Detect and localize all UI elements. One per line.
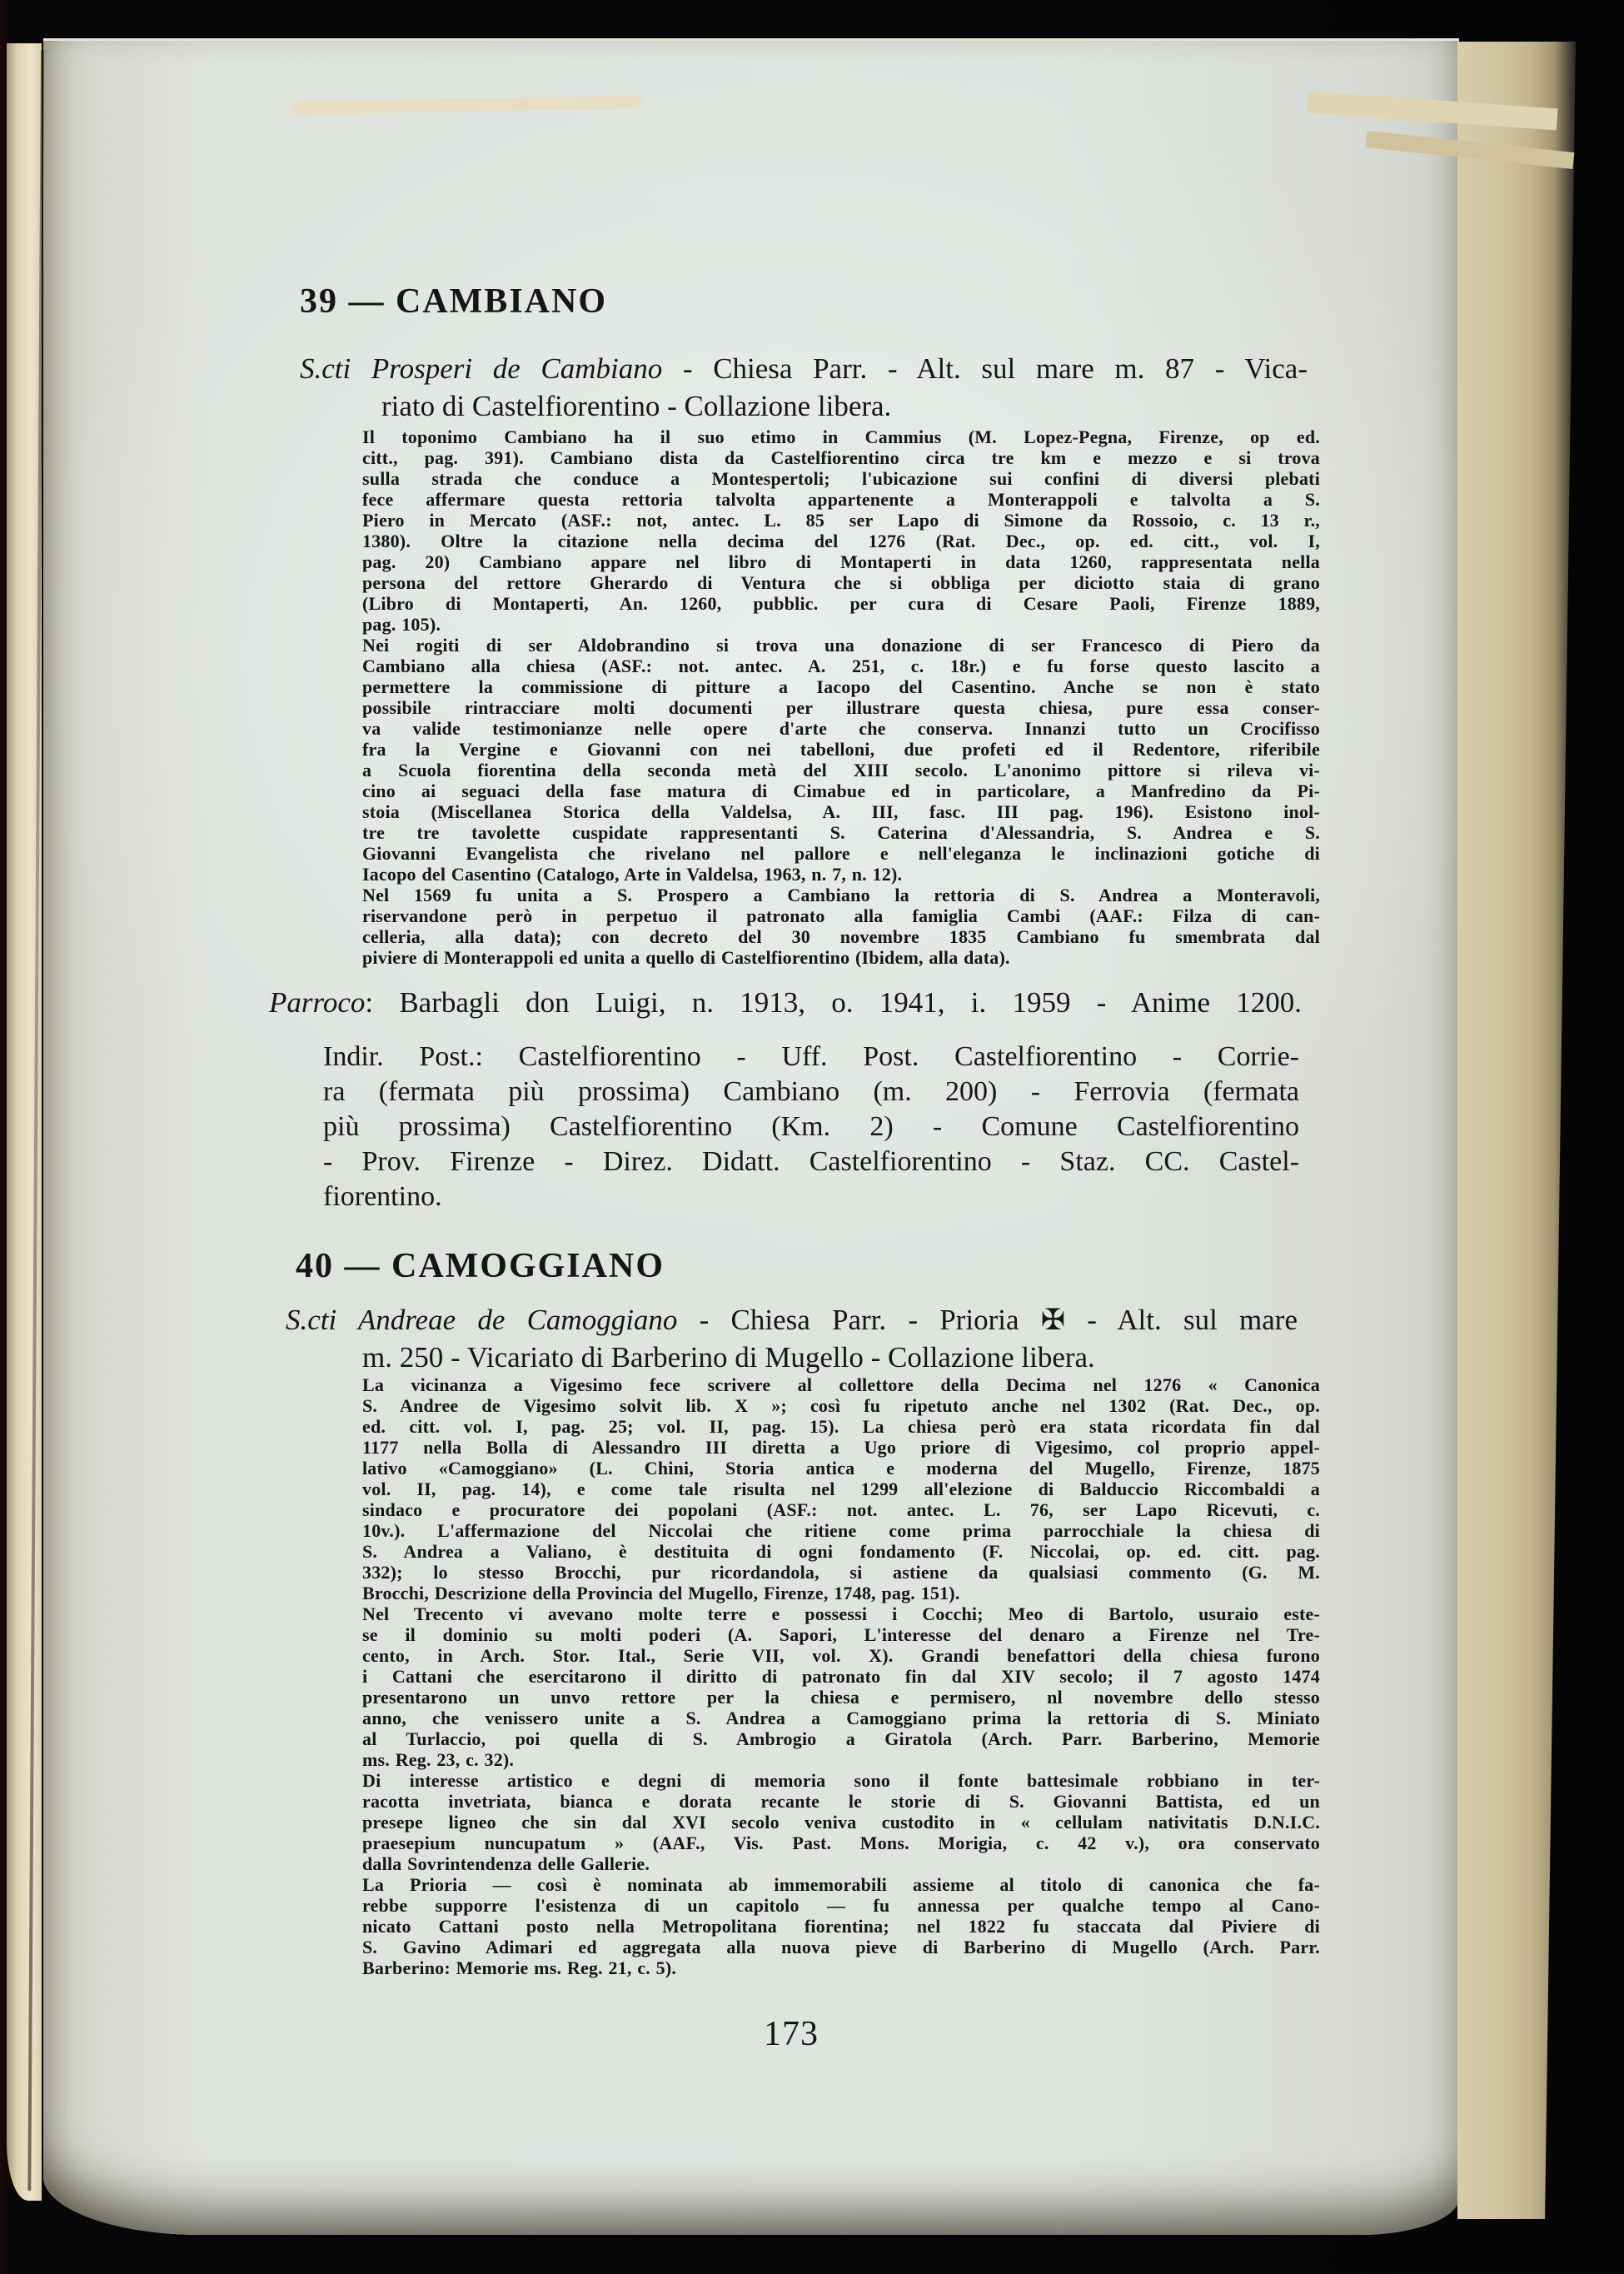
text-line: sulla strada che conduce a Montespertoli; l'ubicazione sui confini di diversi plebati [362,468,1320,489]
text-line: S. Andrea a Valiano, è destituita di ogni fondamento (F. Niccolai, op. ed. citt. pag. [362,1541,1320,1562]
text-line: Giovanni Evangelista che rivelano nel pallore e nell'eleganza le inclinazioni gotiche di [362,843,1320,864]
text-line: S. Andree de Vigesimo solvit lib. X »; così fu ripetuto anche nel 1302 (Rat. Dec., op. [362,1395,1320,1416]
text-line: Barberino: Memorie ms. Reg. 21, c. 5). [362,1957,677,1978]
text-line: Cambiano alla chiesa (ASF.: not. antec. A. 251, c. 18r.) e fu forse questo lascito a [362,656,1320,676]
text-line: sindaco e procuratore dei popolani (ASF.: not. antec. L. 76, ser Lapo Ricevuti, c. [362,1499,1320,1520]
text-line: ed. citt. vol. I, pag. 25; vol. II, pag. 15). La chiesa però era stata ricordata fin dal [362,1416,1320,1437]
text-line: La Prioria — così è nominata ab immemorabili assieme al titolo di canonica che fa- [362,1874,1320,1895]
text-line: 1177 nella Bolla di Alessandro III diretta a Ugo priore di Vigesimo, col proprio appel- [362,1437,1320,1458]
text-line: nicato Cattani posto nella Metropolitana fiorentina; nel 1822 fu staccata dal Piviere di [362,1916,1320,1937]
text-line: pag. 20) Cambiano appare nel libro di Montaperti in data 1260, rappresentata nella [362,551,1320,572]
text-line: racotta invetriata, bianca e dorata recante le storie di S. Giovanni Battista, ed un [362,1791,1320,1812]
text-line: fiorentino. [323,1181,442,1212]
text-line: Brocchi, Descrizione della Provincia del Mugello, Firenze, 1748, pag. 151). [362,1583,960,1603]
entry-body-39 [362,426,1320,968]
text-line: a Scuola fiorentina della seconda metà del XIII secolo. L'anonimo pittore si rileva vi- [362,760,1320,780]
text-line: citt., pag. 391). Cambiano dista da Castelfiorentino circa tre km e mezzo e si trova [362,447,1320,468]
text-line: tre tre tavolette cuspidate rappresentanti S. Caterina d'Alessandria, S. Andrea e S. [362,822,1320,843]
page-number: 173 [764,2015,819,2053]
parroco-line [269,985,1302,1021]
text-line: presentarono un unvo rettore per la chiesa e permisero, nl novembre dello stesso [362,1687,1320,1708]
text-line: (Libro di Montaperti, An. 1260, pubblic. per cura di Cesare Paoli, Firenze 1889, [362,593,1320,614]
text-line: cento, in Arch. Stor. Ital., Serie VII, vol. X). Grandi benefattori della chiesa furono [362,1645,1320,1666]
text-line: Piero in Mercato (ASF.: not, antec. L. 85 ser Lapo di Simone da Rossoio, c. 13 r., [362,510,1320,531]
text-line: Nei rogiti di ser Aldobrandino si trova una donazione di ser Francesco di Piero da [362,635,1320,656]
title-rest: - Chiesa Parr. - Alt. sul mare m. 87 - Vica- [662,352,1308,385]
latin-church-name: S.cti Andreae de Camoggiano [286,1304,678,1336]
text-line: Iacopo del Casentino (Catalogo, Arte in Valdelsa, 1963, n. 7, n. 12). [362,864,903,885]
text-line: celleria, alla data); con decreto del 30 novembre 1835 Cambiano fu smembrata dal [362,926,1320,947]
text-line: 10v.). L'affermazione del Niccolai che ritiene come prima parrocchiale la chiesa di [362,1520,1320,1541]
text-line: Indir. Post.: Castelfiorentino - Uff. Post. Castelfiorentino - Corrie- [323,1041,1299,1072]
postal-info-block [323,1040,1299,1214]
text-line: riservandone però in perpetuo il patronato alla famiglia Cambi (AAF.: Filza di can- [362,905,1320,926]
text-line: Nel 1569 fu unita a S. Prospero a Cambiano la rettoria di S. Andrea a Monteravoli, [362,885,1320,905]
title-line: riato di Castelfiorentino - Collazione libera. [381,390,892,422]
title-rest: - Chiesa Parr. - Prioria ✠ - Alt. sul mare [677,1304,1298,1336]
text-line: più prossima) Castelfiorentino (Km. 2) - Comune Castelfiorentino [323,1111,1299,1142]
text-line: La vicinanza a Vigesimo fece scrivere al collettore della Decima nel 1276 « Canonica [362,1374,1320,1395]
text-line: ms. Reg. 23, c. 32). [362,1749,515,1770]
entry-heading-40: 40 — CAMOGGIANO [296,1247,665,1285]
text-line: stoia (Miscellanea Storica della Valdelsa, A. III, fasc. III pag. 196). Esistono inol- [362,801,1320,822]
text-line: praesepium nuncupatum » (AAF., Vis. Past. Mons. Morigia, c. 42 v.), ora conservato [362,1833,1320,1853]
parroco-details: : Barbagli don Luigi, n. 1913, o. 1941, i. 1959 - Anime 1200. [365,986,1302,1019]
text-line: S. Gavino Adimari ed aggregata alla nuova pieve di Barberino di Mugello (Arch. Parr. [362,1937,1320,1957]
title-line: m. 250 - Vicariato di Barberino di Mugello - Collazione libera. [362,1341,1095,1374]
text-line: 1380). Oltre la citazione nella decima del 1276 (Rat. Dec., op. ed. citt., vol. I, [362,531,1320,551]
text-line: rebbe supporre l'esistenza di un capitolo — fu annessa per qualche tempo al Cano- [362,1895,1320,1916]
text-line: i Cattani che esercitarono il diritto di patronato fin dal XIV secolo; il 7 agosto 1474 [362,1666,1320,1687]
text-line: va valide testimonianze nelle opere d'arte che conserva. Innanzi tutto un Crocifisso [362,718,1320,739]
text-line: fece affermare questa rettoria talvolta appartenente a Monterappoli e talvolta a S. [362,489,1320,510]
text-line: se il dominio su molti poderi (A. Sapori, L'interesse del denaro a Firenze nel Tre- [362,1624,1320,1645]
text-line: dalla Sovrintendenza delle Gallerie. [362,1853,650,1874]
text-line: vol. II, pag. 14), e come tale risulta nel 1299 all'elezione di Balduccio Riccombaldi a [362,1479,1320,1499]
text-line: 332); lo stesso Brocchi, pur ricordandola, si astiene da qualsiasi commento (G. M. [362,1562,1320,1583]
title-line [286,1301,1298,1339]
text-line: piviere di Monterappoli ed unita a quello di Castelfiorentino (Ibidem, alla data). [362,947,1010,968]
text-line: Di interesse artistico e degni di memoria sono il fonte battesimale robbiano in ter- [362,1770,1320,1791]
text-line: pag. 105). [362,614,441,635]
entry-heading-39: 39 — CAMBIANO [300,282,607,321]
text-line: persona del rettore Gherardo di Ventura che si obbliga per diciotto staia di grano [362,572,1320,593]
text-line: fra la Vergine e Giovanni con nei tabelloni, due profeti ed il Redentore, riferibile [362,739,1320,760]
text-line: Il toponimo Cambiano ha il suo etimo in Cammius (M. Lopez-Pegna, Firenze, op ed. [362,426,1320,447]
text-line: - Prov. Firenze - Direz. Didatt. Castelfiorentino - Staz. CC. Castel- [323,1146,1299,1177]
entry-title-40 [286,1301,1298,1376]
entry-title-39 [300,350,1308,425]
text-line: presepe ligneo che sin dal XVI secolo veniva custodito in « cellulam nativitatis D.N.I.C. [362,1812,1320,1833]
latin-church-name: S.cti Prosperi de Cambiano [300,352,663,385]
text-line: permettere la commissione di pitture a Iacopo del Casentino. Anche se non è stato [362,676,1320,697]
text-line: lativo «Camoggiano» (L. Chini, Storia antica e moderna del Mugello, Firenze, 1875 [362,1458,1320,1479]
text-line: possibile rintracciare molti documenti per illustrare questa chiesa, pure essa conser- [362,697,1320,718]
text-line: cino ai seguaci della fase matura di Cimabue ed in particolare, a Manfredino da Pi- [362,780,1320,801]
text-line: anno, che venissero unite a S. Andrea a Camoggiano prima la rettoria di S. Miniato [362,1708,1320,1728]
parroco-label: Parroco [269,986,366,1019]
title-line [300,350,1308,387]
text-line: Nel Trecento vi avevano molte terre e possessi i Cocchi; Meo di Bartolo, usuraio este- [362,1603,1320,1624]
entry-body-40 [362,1374,1320,1978]
text-line: ra (fermata più prossima) Cambiano (m. 200) - Ferrovia (fermata [323,1076,1299,1107]
text-line: al Turlaccio, poi quella di S. Ambrogio a Giratola (Arch. Parr. Barberino, Memorie [362,1728,1320,1749]
